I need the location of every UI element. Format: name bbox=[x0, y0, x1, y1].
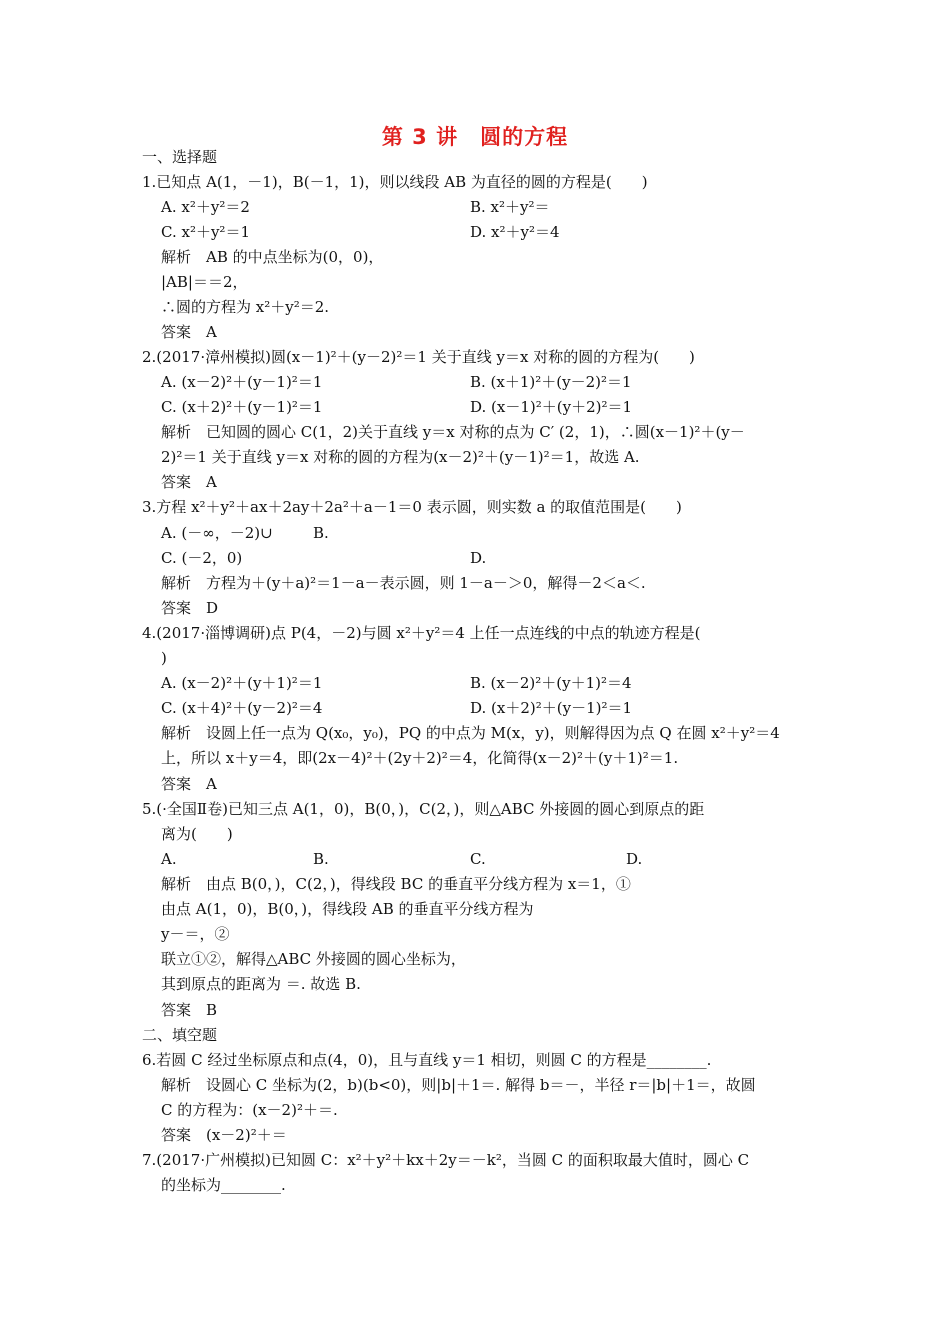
text-line: |AB|＝＝2， bbox=[161, 273, 248, 291]
text-line: D. x²＋y²＝4 bbox=[470, 223, 560, 241]
text-line: 答案 B bbox=[161, 1001, 218, 1019]
text-line: D. bbox=[626, 850, 643, 868]
text-line: C. (x＋4)²＋(y－2)²＝4 bbox=[161, 699, 323, 717]
text-line: C. (－2，0) bbox=[161, 549, 243, 567]
text-line: A. (x－2)²＋(y－1)²＝1 bbox=[161, 373, 323, 391]
text-line: 答案 (x－2)²＋＝ bbox=[161, 1126, 287, 1144]
text-line: A. (x－2)²＋(y＋1)²＝1 bbox=[161, 674, 323, 692]
text-line: C. (x＋2)²＋(y－1)²＝1 bbox=[161, 398, 323, 416]
text-line: 6.若圆 C 经过坐标原点和点(4，0)，且与直线 y＝1 相切，则圆 C 的方程是________. bbox=[142, 1051, 712, 1069]
text-line: ) bbox=[161, 649, 167, 667]
section-heading: 二、填空题 bbox=[142, 1026, 218, 1044]
text-line: 答案 A bbox=[161, 473, 217, 491]
text-line: 7.(2017·广州模拟)已知圆 C：x²＋y²＋kx＋2y＝－k²，当圆 C 的面积取最大值时，圆心 C bbox=[142, 1151, 750, 1169]
text-line: 解析 由点 B(0，)，C(2，)，得线段 BC 的垂直平分线方程为 x＝1，① bbox=[161, 875, 631, 893]
text-line: 1.已知点 A(1，－1)，B(－1，1)，则以线段 AB 为直径的圆的方程是( ) bbox=[142, 173, 648, 191]
text-line: D. (x－1)²＋(y＋2)²＝1 bbox=[470, 398, 633, 416]
text-line: A. bbox=[161, 850, 177, 868]
text-line: 解析 已知圆的圆心 C(1，2)关于直线 y＝x 对称的点为 C′ (2，1)，∴圆(x－1)²＋(y－ bbox=[161, 423, 745, 441]
text-line: 答案 D bbox=[161, 599, 219, 617]
page-title: 第 3 讲 圆的方程 bbox=[381, 125, 569, 149]
text-line: B. bbox=[313, 850, 329, 868]
text-line: 4.(2017·淄博调研)点 P(4，－2)与圆 x²＋y²＝4 上任一点连线的中点的轨迹方程是( bbox=[142, 624, 701, 642]
text-line: 解析 设圆心 C 坐标为(2，b)(b<0)，则|b|＋1＝. 解得 b＝－，半径 r＝|b|＋1＝，故圆 bbox=[161, 1076, 756, 1094]
text-line: 联立①②，解得△ABC 外接圆的圆心坐标为， bbox=[161, 950, 466, 968]
text-line: A. x²＋y²＝2 bbox=[161, 198, 250, 216]
text-line: C. bbox=[470, 850, 486, 868]
text-line: B. bbox=[313, 524, 329, 542]
text-line: 上，所以 x＋y＝4，即(2x－4)²＋(2y＋2)²＝4，化简得(x－2)²＋(y＋1)²＝1. bbox=[161, 749, 679, 767]
text-line: 的坐标为________. bbox=[161, 1176, 286, 1194]
section-heading: 一、选择题 bbox=[142, 148, 218, 166]
text-line: 3.方程 x²＋y²＋ax＋2ay＋2a²＋a－1＝0 表示圆，则实数 a 的取值范围是( ) bbox=[142, 498, 682, 516]
text-line: 解析 AB 的中点坐标为(0，0)， bbox=[161, 248, 384, 266]
text-line: 答案 A bbox=[161, 323, 217, 341]
text-line: B. (x＋1)²＋(y－2)²＝1 bbox=[470, 373, 632, 391]
text-line: 2.(2017·漳州模拟)圆(x－1)²＋(y－2)²＝1 关于直线 y＝x 对称的圆的方程为( ) bbox=[142, 348, 695, 366]
text-line: C. x²＋y²＝1 bbox=[161, 223, 250, 241]
text-line: ∴圆的方程为 x²＋y²＝2. bbox=[161, 298, 330, 316]
text-line: D. bbox=[470, 549, 487, 567]
text-line: C 的方程为：(x－2)²＋＝. bbox=[161, 1101, 338, 1119]
text-line: A. (－∞，－2)∪ bbox=[161, 524, 273, 542]
text-line: 其到原点的距离为 ＝. 故选 B. bbox=[161, 975, 361, 993]
text-line: B. (x－2)²＋(y＋1)²＝4 bbox=[470, 674, 632, 692]
text-line: 2)²＝1 关于直线 y＝x 对称的圆的方程为(x－2)²＋(y－1)²＝1，故选 A. bbox=[161, 448, 640, 466]
text-line: 解析 设圆上任一点为 Q(x₀，y₀)，PQ 的中点为 M(x，y)，则解得因为点 Q 在圆 x²＋y²＝4 bbox=[161, 724, 780, 742]
text-line: 由点 A(1，0)，B(0，)，得线段 AB 的垂直平分线方程为 bbox=[161, 900, 534, 918]
text-line: y－＝，② bbox=[161, 925, 230, 943]
text-line: 5.(·全国Ⅱ卷)已知三点 A(1，0)，B(0，)，C(2，)，则△ABC 外接圆的圆心到原点的距 bbox=[142, 800, 705, 818]
text-line: 离为( ) bbox=[161, 825, 233, 843]
text-line: B. x²＋y²＝ bbox=[470, 198, 550, 216]
text-line: D. (x＋2)²＋(y－1)²＝1 bbox=[470, 699, 633, 717]
text-line: 解析 方程为＋(y＋a)²＝1－a－表示圆，则 1－a－＞0，解得－2＜a＜. bbox=[161, 574, 646, 592]
text-line: 答案 A bbox=[161, 775, 217, 793]
